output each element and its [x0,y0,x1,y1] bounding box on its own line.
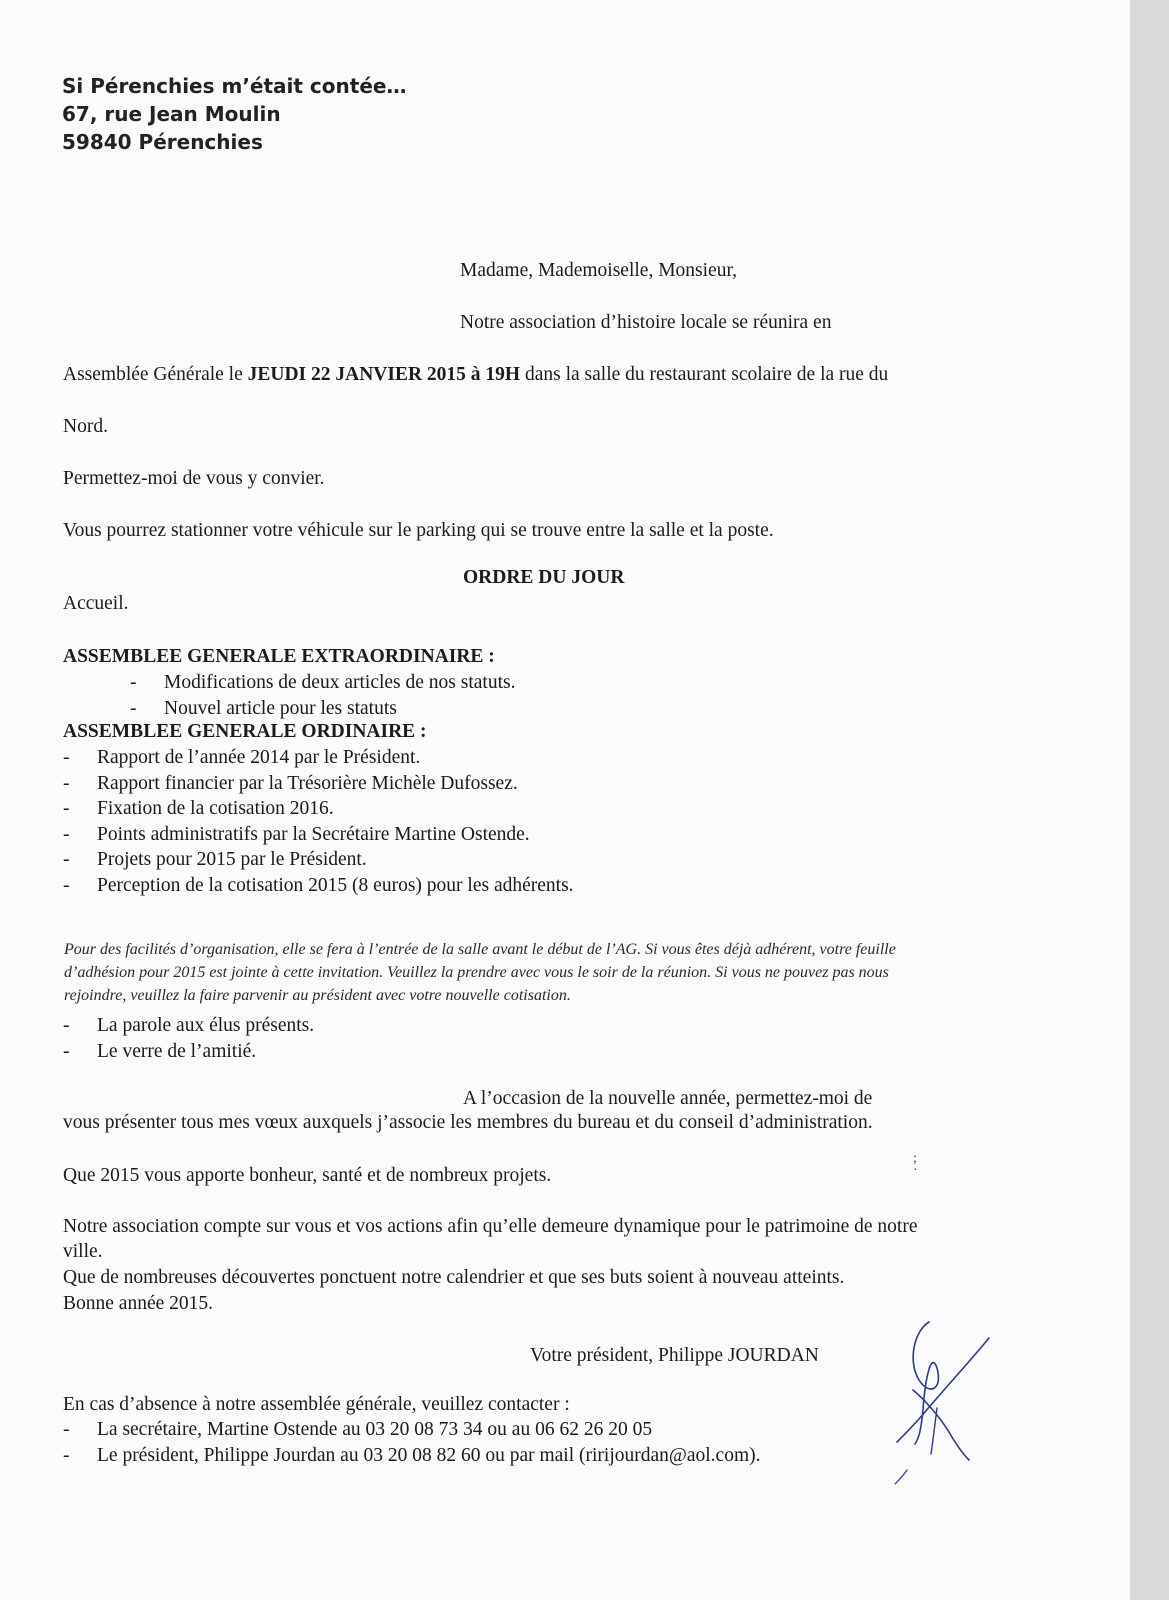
happiness-text: Que 2015 vous apporte bonheur, santé et de nombreux projets. [63,1165,552,1186]
salutation: Madame, Mademoiselle, Monsieur, [460,260,738,281]
list-item: - Modifications de deux articles de nos statuts. [130,670,515,696]
intro-line-2 [63,363,888,387]
list-item: - Le verre de l’amitié. [63,1039,314,1065]
extraordinary-title: ASSEMBLEE GENERALE EXTRAORDINAIRE : [63,646,495,667]
intro-line-3: Nord. [63,416,108,437]
list-dash: - [63,849,70,870]
list-item: - La secrétaire, Martine Ostende au 03 20 08 73 34 ou au 06 62 26 20 05 [63,1417,760,1443]
list-dash: - [63,772,70,794]
intro-line-1: Notre association d’histoire locale se réunira en [460,312,832,333]
list-dash: - [63,874,70,896]
closing-line-4: Bonne année 2015. [63,1293,214,1314]
list-dash: - [63,1419,70,1440]
list-item: - Rapport de l’année 2014 par le Président. [63,745,574,771]
scan-speck: ; · [913,1151,918,1178]
list-dash: - [63,823,70,845]
absence-intro: En cas d’absence à notre assemblée générale, veuillez contacter : [63,1394,570,1415]
sender-name: Si Pérenchies m’était contée… [62,74,407,98]
list-dash: - [63,1444,70,1466]
meeting-date: JEUDI 22 JANVIER 2015 à 19H [247,364,521,385]
note-line-2: d’adhésion pour 2015 est jointe à cette invitation. Veuillez la prendre avec vous le soir de la réunion. Si vous ne pouvez pas nous [64,964,889,981]
note-line-1: Pour des facilités d’organisation, elle se fera à l’entrée de la salle avant le début de l’AG. Si vous êtes déjà adhérent, votre feuille [64,941,896,958]
signature-mark [885,1320,1015,1490]
list-item: - Nouvel article pour les statuts [130,696,515,722]
list-dash: - [63,798,70,819]
list-item: - La parole aux élus présents. [63,1013,314,1039]
list-item: - Le président, Philippe Jourdan au 03 20 08 82 60 ou par mail (ririjourdan@aol.com). [63,1443,760,1469]
note-line-3: rejoindre, veuillez la faire parvenir au président avec votre nouvelle cotisation. [64,987,571,1004]
list-item: - Points administratifs par la Secrétaire Martine Ostende. [63,822,574,848]
closing-list [63,1013,314,1064]
list-item: - Projets pour 2015 par le Président. [63,847,574,873]
contact-list [63,1417,760,1468]
closing-line-2: ville. [63,1241,103,1262]
extraordinary-list [130,670,515,721]
scan-edge [1130,0,1169,1600]
intro-line-2-pre: Assemblée Générale le [63,364,248,385]
closing-line-1: Notre association compte sur vous et vos actions afin qu’elle demeure dynamique pour le patrimoine de notre [63,1216,918,1237]
ordinary-title: ASSEMBLEE GENERALE ORDINAIRE : [63,721,427,742]
closing-line-3: Que de nombreuses découvertes ponctuent notre calendrier et que ses buts soient à nouveau atteints. [63,1267,845,1288]
ordinary-list [63,745,574,898]
list-item: - Perception de la cotisation 2015 (8 euros) pour les adhérents. [63,873,574,899]
payment-note [64,938,1074,1007]
list-item: - Rapport financier par la Trésorière Michèle Dufossez. [63,771,574,797]
list-dash: - [63,1040,70,1062]
signoff: Votre président, Philippe JOURDAN [530,1345,819,1366]
list-dash: - [130,697,137,719]
list-dash: - [63,1015,70,1036]
agenda-title: ORDRE DU JOUR [463,567,625,588]
list-dash: - [130,672,137,693]
sender-street: 67, rue Jean Moulin [62,102,281,126]
parking-text: Vous pourrez stationner votre véhicule sur le parking qui se trouve entre la salle et la poste. [63,520,774,541]
sender-address [62,72,406,156]
invite-text: Permettez-moi de vous y convier. [63,468,325,489]
welcome-item: Accueil. [63,593,129,614]
list-dash: - [63,747,70,768]
sender-city: 59840 Pérenchies [62,130,263,154]
intro-line-2-post: dans la salle du restaurant scolaire de la rue du [520,364,889,385]
list-item: - Fixation de la cotisation 2016. [63,796,574,822]
wishes-line-1: A l’occasion de la nouvelle année, permettez-moi de [463,1088,873,1109]
wishes-line-2: vous présenter tous mes vœux auxquels j’associe les membres du bureau et du conseil d’administration. [63,1112,873,1133]
